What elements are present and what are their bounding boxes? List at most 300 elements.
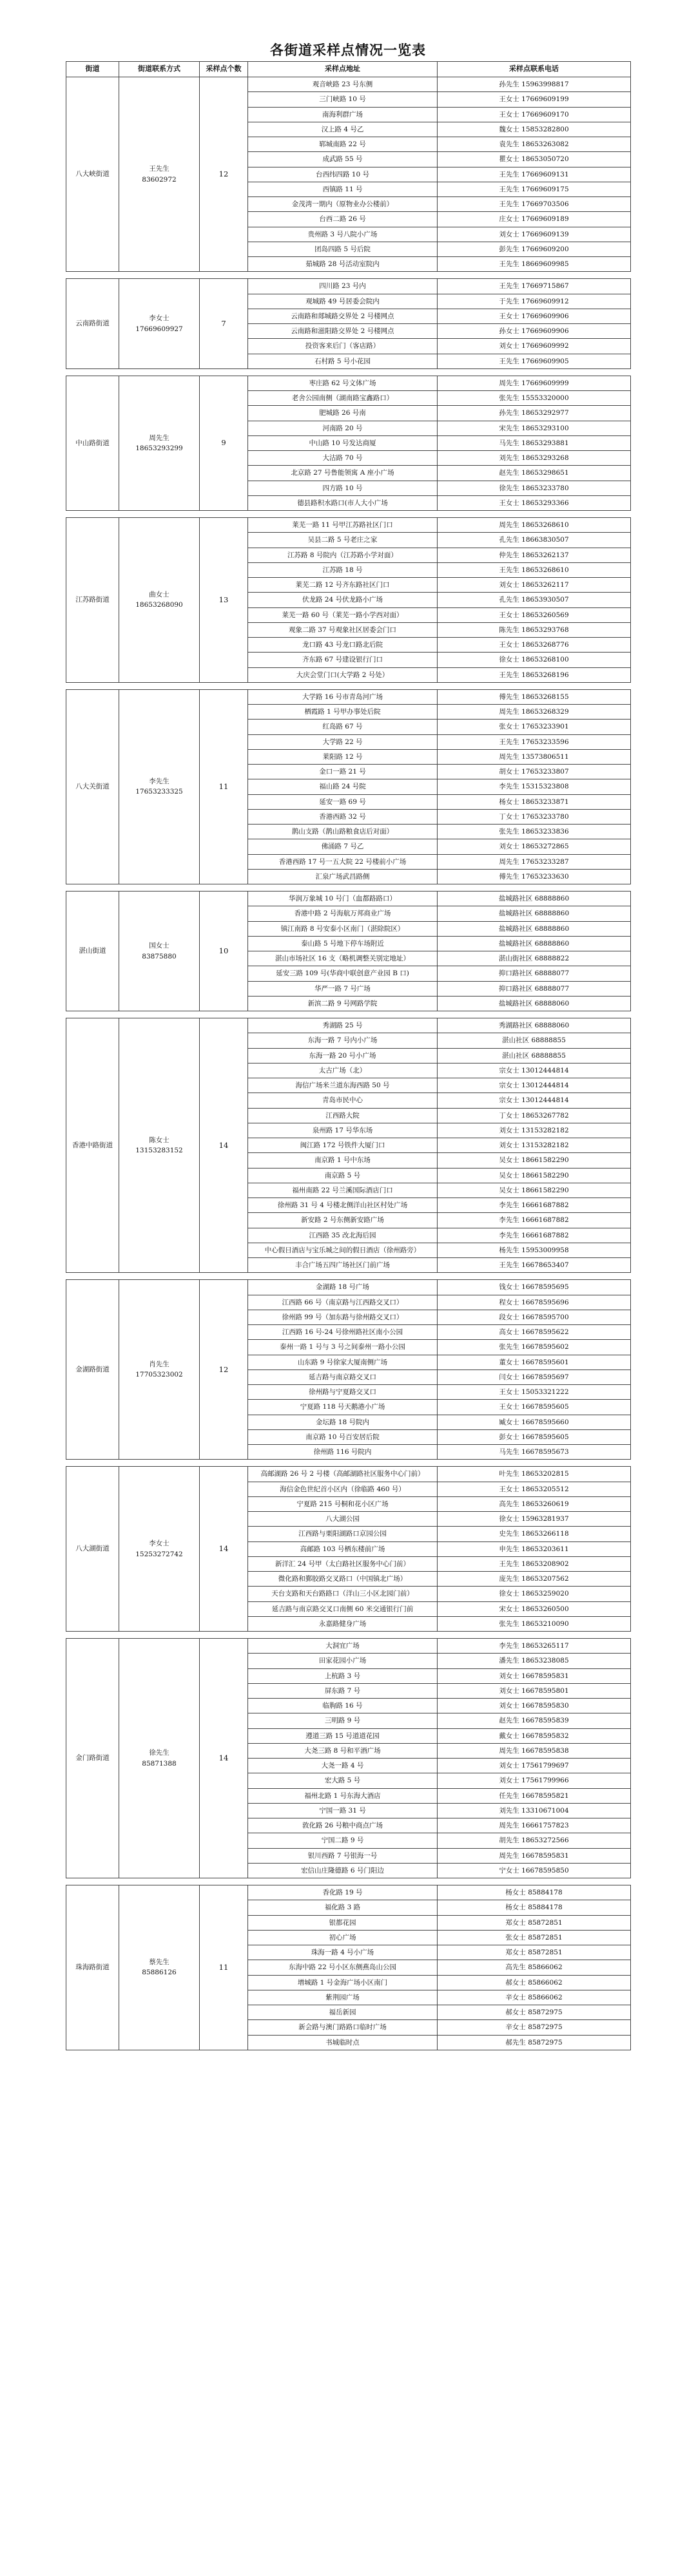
site-phone: 刘女士 17669609139 [438, 227, 631, 242]
site-phone: 李先生 15315323808 [438, 779, 631, 794]
site-address: 莱芜一路 11 号甲江苏路社区门口 [248, 518, 438, 533]
street-name: 八大湖街道 [66, 1467, 119, 1632]
street-name: 珠海路街道 [66, 1885, 119, 2050]
site-address: 敦化路 26 号粮中商点广场 [248, 1818, 438, 1833]
site-address: 香港中路 2 号海航万邦商业广场 [248, 906, 438, 921]
site-phone: 徐女士 18653268100 [438, 653, 631, 667]
site-phone: 王先生 18653208902 [438, 1556, 631, 1571]
contact-phone: 18653268090 [135, 601, 183, 609]
site-phone: 王女士 18653205512 [438, 1482, 631, 1496]
site-phone: 徐女士 18653259020 [438, 1587, 631, 1601]
site-address: 台西二路 26 号 [248, 212, 438, 227]
contact-name: 王先生 [149, 165, 169, 173]
site-phone: 瞿女士 18653050720 [438, 152, 631, 167]
site-phone: 刘先生 13310671004 [438, 1803, 631, 1818]
site-phone: 刘女士 16678595830 [438, 1699, 631, 1713]
site-phone: 刘女士 16678595831 [438, 1668, 631, 1683]
site-phone: 王女士 18653293366 [438, 495, 631, 510]
street-contact [119, 1280, 200, 1460]
site-count: 11 [200, 1885, 248, 2050]
site-phone: 周先生 17669609999 [438, 376, 631, 390]
header-address: 采样点地址 [248, 62, 438, 77]
site-phone: 马先生 16678595673 [438, 1445, 631, 1460]
group-separator [66, 272, 631, 279]
site-count: 9 [200, 376, 248, 510]
site-phone: 胡女士 17653233807 [438, 765, 631, 779]
site-address: 宁夏路 215 号桐和花小区广场 [248, 1496, 438, 1511]
contact-name: 徐先生 [149, 1749, 169, 1757]
contact-name: 蔡先生 [149, 1958, 169, 1967]
contact-name: 肖先生 [149, 1360, 169, 1368]
site-phone: 于先生 17669609912 [438, 294, 631, 309]
site-phone: 庄女士 17669609189 [438, 212, 631, 227]
street-name: 香港中路街道 [66, 1018, 119, 1273]
site-address: 观象二路 37 号观象社区居委会门口 [248, 622, 438, 637]
site-phone: 赵先生 16678595839 [438, 1713, 631, 1728]
site-phone: 彭女士 16678595605 [438, 1429, 631, 1444]
street-contact [119, 1018, 200, 1273]
site-address: 新安路 2 号东侧新安路广场 [248, 1213, 438, 1228]
site-phone: 高女士 16678595622 [438, 1325, 631, 1340]
site-address: 高邮湖路 26 号 2 号楼（高邮湖路社区服务中心门前） [248, 1467, 438, 1482]
table-row [66, 518, 631, 533]
street-name: 金湖路街道 [66, 1280, 119, 1460]
site-address: 天台支路和天台路路口（洋山三小区北园门前） [248, 1587, 438, 1601]
site-phone: 杨女士 85884178 [438, 1900, 631, 1915]
street-name: 中山路街道 [66, 376, 119, 510]
site-phone: 王先生 17669703506 [438, 197, 631, 212]
site-address: 湛山市场社区 16 支（略机调整关别定地址） [248, 951, 438, 966]
site-address: 团岛四路 5 号后院 [248, 242, 438, 256]
site-address: 老舍公园南侧（湖南路宝鑫路口） [248, 391, 438, 406]
site-address: 大学路 16 号市青岛河广场 [248, 689, 438, 704]
group-separator [66, 682, 631, 689]
street-contact [119, 518, 200, 683]
site-phone: 张先生 16678595602 [438, 1340, 631, 1355]
site-phone: 高先生 85866062 [438, 1960, 631, 1975]
site-address: 宏信山庄隆德路 6 号门阳边 [248, 1863, 438, 1878]
site-address: 徐州路 116 号院内 [248, 1445, 438, 1460]
site-address: 南海利群广场 [248, 107, 438, 122]
street-name: 湛山街道 [66, 892, 119, 1011]
site-address: 新会路与澳门路路口临时广场 [248, 2020, 438, 2035]
site-phone: 盐城路社区 68888860 [438, 921, 631, 936]
site-address: 徐州路与宁夏路交叉口 [248, 1385, 438, 1400]
site-phone: 刘女士 17561799697 [438, 1759, 631, 1773]
site-address: 香港西路 17 号一五大院 22 号楼前小广场 [248, 854, 438, 869]
site-phone: 胡先生 18653272566 [438, 1833, 631, 1848]
contact-phone: 85871388 [142, 1759, 177, 1768]
site-address: 金湖路 18 号广场 [248, 1280, 438, 1295]
sampling-sites-table [66, 61, 631, 2050]
site-address: 四川路 23 号内 [248, 279, 438, 294]
site-phone: 李先生 16661687882 [438, 1228, 631, 1243]
site-address: 泰山路 5 号地下停车场附近 [248, 936, 438, 951]
site-address: 大学路 22 号 [248, 734, 438, 749]
site-address: 伏龙路 24 号伏龙路小广场 [248, 593, 438, 607]
site-phone: 段女士 16678595700 [438, 1310, 631, 1324]
site-address: 成武路 55 号 [248, 152, 438, 167]
table-row [66, 1467, 631, 1482]
site-address: 香港西路 32 号 [248, 809, 438, 824]
page-title: 各街道采样点情况一览表 [270, 42, 426, 58]
site-address: 新洋汇 24 号甲（太白路社区服务中心门前） [248, 1556, 438, 1571]
site-phone: 袁先生 18653263082 [438, 137, 631, 152]
site-address: 青岛市民中心 [248, 1093, 438, 1108]
site-address: 书城临时点 [248, 2035, 438, 2050]
site-address: 莱阳路 12 号 [248, 749, 438, 764]
site-address: 金口一路 21 号 [248, 765, 438, 779]
site-address: 江苏路 8 号院内（江苏路小学对面） [248, 548, 438, 562]
site-phone: 张先生 15553320000 [438, 391, 631, 406]
contact-name: 李女士 [149, 314, 169, 323]
site-phone: 湛山社区 68888855 [438, 1048, 631, 1063]
site-phone: 彭先生 17669609200 [438, 242, 631, 256]
site-phone: 王先生 16678653407 [438, 1258, 631, 1273]
street-contact [119, 77, 200, 272]
site-phone: 程女士 16678595696 [438, 1295, 631, 1310]
site-phone: 周先生 16678595838 [438, 1743, 631, 1758]
site-phone: 王女士 18653260569 [438, 607, 631, 622]
site-address: 红岛路 67 号 [248, 720, 438, 734]
site-phone: 王先生 17669609131 [438, 167, 631, 182]
site-phone: 任先生 16678595821 [438, 1788, 631, 1803]
site-address: 秀湖路 25 号 [248, 1018, 438, 1033]
site-phone: 宗女士 13012444814 [438, 1063, 631, 1078]
site-address: 闽江路 172 号铁件大厦门口 [248, 1138, 438, 1153]
site-phone: 湛山社区 68888855 [438, 1033, 631, 1048]
site-address: 三明路 9 号 [248, 1713, 438, 1728]
site-phone: 董女士 16678595601 [438, 1355, 631, 1369]
site-phone: 郝女士 85872975 [438, 2005, 631, 2020]
site-address: 大尧一路 4 号 [248, 1759, 438, 1773]
site-address: 江西路大院 [248, 1108, 438, 1123]
site-phone: 闫女士 16678595697 [438, 1369, 631, 1384]
table-row [66, 892, 631, 906]
site-phone: 周先生 16678595831 [438, 1848, 631, 1863]
site-count: 14 [200, 1018, 248, 1273]
contact-name: 李女士 [149, 1540, 169, 1548]
table-body [66, 77, 631, 2050]
contact-name: 李先生 [149, 778, 169, 786]
site-phone: 郝女士 85866062 [438, 1975, 631, 1990]
site-address: 台西纬四路 10 号 [248, 167, 438, 182]
site-phone: 盐城路社区 68888860 [438, 906, 631, 921]
site-address: 山东路 9 号徐家大厦南侧广场 [248, 1355, 438, 1369]
contact-phone: 83875880 [142, 952, 177, 960]
site-phone: 李先生 16661687882 [438, 1213, 631, 1228]
site-address: 中心假日酒店与宝乐城之间的假日酒店（徐州路旁） [248, 1243, 438, 1257]
contact-name: 周先生 [149, 434, 169, 442]
site-phone: 钱女士 16678595695 [438, 1280, 631, 1295]
site-phone: 徐女士 15963281937 [438, 1512, 631, 1527]
site-phone: 王女士 17669609906 [438, 309, 631, 323]
site-phone: 傅先生 18653268155 [438, 689, 631, 704]
site-phone: 王先生 17653233596 [438, 734, 631, 749]
site-phone: 周先生 18653268329 [438, 705, 631, 720]
site-phone: 孔先生 18653930507 [438, 593, 631, 607]
site-phone: 郝先生 85872975 [438, 2035, 631, 2050]
site-phone: 孙女士 17669609906 [438, 324, 631, 339]
site-address: 宁国一路 31 号 [248, 1803, 438, 1818]
site-address: 中山路 10 号发达商厦 [248, 435, 438, 450]
site-address: 栖霞路 1 号甲办事处后院 [248, 705, 438, 720]
site-phone: 王女士 17669609199 [438, 92, 631, 107]
site-address: 南京路 1 号中东场 [248, 1153, 438, 1168]
site-phone: 孙先生 15963998817 [438, 77, 631, 92]
site-phone: 抑口路社区 68888077 [438, 966, 631, 981]
street-name: 云南路街道 [66, 279, 119, 369]
site-phone: 马先生 18653293881 [438, 435, 631, 450]
contact-phone: 17705323002 [135, 1371, 183, 1379]
site-phone: 孙先生 18653292977 [438, 406, 631, 421]
contact-phone: 17653233325 [135, 788, 183, 796]
contact-phone: 85886126 [142, 1969, 177, 1977]
group-separator [66, 884, 631, 892]
site-address: 投资客来后门（客店路） [248, 339, 438, 354]
site-address: 莱芜二路 12 号齐东路社区门口 [248, 578, 438, 593]
site-count: 11 [200, 689, 248, 884]
table-row [66, 689, 631, 704]
table-row [66, 376, 631, 390]
contact-phone: 15253272742 [135, 1550, 183, 1558]
site-address: 宁国二路 9 号 [248, 1833, 438, 1848]
site-address: 德县路积水路口(市人大小广场 [248, 495, 438, 510]
site-phone: 周先生 13573806511 [438, 749, 631, 764]
site-phone: 魏女士 15853282800 [438, 122, 631, 137]
site-phone: 周先生 16661757823 [438, 1818, 631, 1833]
site-address: 观城路 49 号居委会院内 [248, 294, 438, 309]
site-phone: 叶先生 18653202815 [438, 1467, 631, 1482]
site-phone: 陈先生 18653293768 [438, 622, 631, 637]
site-phone: 周先生 18653268610 [438, 518, 631, 533]
header-phone: 采样点联系电话 [438, 62, 631, 77]
contact-phone: 13153283152 [135, 1147, 183, 1155]
site-address: 金茂湾一期内（原物业办公楼前） [248, 197, 438, 212]
site-address: 莱芜一路 60 号（莱芜一路小学西对面） [248, 607, 438, 622]
site-address: 福岳新园 [248, 2005, 438, 2020]
site-address: 银都花园 [248, 1915, 438, 1930]
site-phone: 郑女士 85872851 [438, 1945, 631, 1960]
site-count: 14 [200, 1639, 248, 1878]
site-phone: 仲先生 18653262137 [438, 548, 631, 562]
site-address: 延安一路 69 号 [248, 794, 438, 809]
site-address: 鹊山支路（鹊山路粮食店后对面） [248, 825, 438, 839]
site-address: 贵州路 3 号八院小广场 [248, 227, 438, 242]
site-address: 紫荆园广场 [248, 1990, 438, 2005]
table-row [66, 1639, 631, 1654]
street-contact [119, 892, 200, 1011]
site-phone: 史先生 18653266118 [438, 1527, 631, 1541]
site-address: 高邮路 103 号栖东楼前广场 [248, 1541, 438, 1556]
site-address: 屏东路 7 号 [248, 1683, 438, 1698]
site-address: 佛涌路 7 号乙 [248, 839, 438, 854]
site-address: 泉州路 17 号华东场 [248, 1123, 438, 1138]
site-phone: 赵先生 18653298651 [438, 466, 631, 481]
site-phone: 吴女士 18661582290 [438, 1183, 631, 1197]
site-phone: 郑女士 85872851 [438, 1915, 631, 1930]
site-phone: 王先生 17669609175 [438, 182, 631, 196]
site-address: 枣庄路 62 号文体广场 [248, 376, 438, 390]
site-address: 云南路和滋阳路交界处 2 号楼网点 [248, 324, 438, 339]
site-phone: 庞先生 18653207562 [438, 1572, 631, 1587]
site-address: 延吉路与南京路交叉口南侧 60 米交通银行门前 [248, 1601, 438, 1616]
site-address: 东海一路 7 号内小广场 [248, 1033, 438, 1048]
site-phone: 刘先生 18653293268 [438, 451, 631, 466]
site-count: 7 [200, 279, 248, 369]
site-phone: 张女士 17653233901 [438, 720, 631, 734]
site-count: 14 [200, 1467, 248, 1632]
site-phone: 王女士 15053321222 [438, 1385, 631, 1400]
site-address: 云南路和郯城路交界处 2 号楼网点 [248, 309, 438, 323]
site-address: 金坛路 18 号院内 [248, 1415, 438, 1429]
site-phone: 吴女士 18661582290 [438, 1153, 631, 1168]
street-contact [119, 376, 200, 510]
street-contact [119, 1885, 200, 2050]
header-contact: 街道联系方式 [119, 62, 200, 77]
site-phone: 抑口路社区 68888077 [438, 981, 631, 996]
site-phone: 张先生 18653210090 [438, 1616, 631, 1631]
site-address: 上杭路 3 号 [248, 1668, 438, 1683]
site-address: 肥城路 26 号南 [248, 406, 438, 421]
site-phone: 王先生 18653268610 [438, 562, 631, 577]
site-address: 丰合广场五四广场社区门前广场 [248, 1258, 438, 1273]
site-address: 延安三路 109 号(华商中联创意产业园 B 口) [248, 966, 438, 981]
site-address: 福山路 24 号院 [248, 779, 438, 794]
site-address: 太古广场（北） [248, 1063, 438, 1078]
site-address: 田家花园小广场 [248, 1654, 438, 1668]
site-count: 12 [200, 77, 248, 272]
site-phone: 杨女士 18653233871 [438, 794, 631, 809]
site-address: 大沽路 70 号 [248, 451, 438, 466]
site-address: 江西路与栗阳湖路口京园公园 [248, 1527, 438, 1541]
site-address: 大洞宜广场 [248, 1639, 438, 1654]
site-address: 大庆会堂门口(大学路 2 号处） [248, 667, 438, 682]
site-address: 石村路 5 号小花园 [248, 354, 438, 368]
group-separator [66, 1011, 631, 1018]
site-phone: 丁女士 18653267782 [438, 1108, 631, 1123]
site-address: 华润万象城 10 号门（血都路路口） [248, 892, 438, 906]
contact-name: 陈女士 [149, 1136, 169, 1144]
group-separator [66, 1460, 631, 1467]
site-address: 福州南路 22 号兰溪国际酒店门口 [248, 1183, 438, 1197]
street-name: 江苏路街道 [66, 518, 119, 683]
site-address: 南京路 10 号百安居后院 [248, 1429, 438, 1444]
site-address: 延吉路与南京路交叉口 [248, 1369, 438, 1384]
site-address: 郓城南路 22 号 [248, 137, 438, 152]
site-phone: 张女士 85872851 [438, 1930, 631, 1945]
site-address: 江苏路 18 号 [248, 562, 438, 577]
site-address: 河南路 20 号 [248, 421, 438, 435]
group-separator [66, 1273, 631, 1280]
site-address: 齐东路 67 号建设银行门口 [248, 653, 438, 667]
street-contact [119, 1467, 200, 1632]
site-address: 福化路 3 路 [248, 1900, 438, 1915]
site-phone: 刘女士 18653272865 [438, 839, 631, 854]
table-header-row [66, 62, 631, 77]
site-address: 龙口路 43 号龙口路北后院 [248, 638, 438, 653]
site-address: 微化路和鄞胶路交叉路口（中国镇北广场） [248, 1572, 438, 1587]
site-count: 13 [200, 518, 248, 683]
site-address: 东海中路 22 号小区东侧燕岛山公园 [248, 1960, 438, 1975]
site-address: 遵道三路 15 号道道花园 [248, 1728, 438, 1743]
header-street: 街道 [66, 62, 119, 77]
site-address: 茹城路 28 号活动室院内 [248, 257, 438, 272]
site-phone: 辛女士 85872975 [438, 2020, 631, 2035]
site-address: 福州北路 1 号东海大酒店 [248, 1788, 438, 1803]
site-address: 三门峡路 10 号 [248, 92, 438, 107]
table-row [66, 1018, 631, 1033]
site-phone: 盐城路社区 68888860 [438, 892, 631, 906]
site-address: 初心广场 [248, 1930, 438, 1945]
site-address: 大尧三路 8 号和平酒广场 [248, 1743, 438, 1758]
site-address: 汇泉广场武昌路侧 [248, 869, 438, 884]
site-address: 增城路 1 号金海广场小区南门 [248, 1975, 438, 1990]
site-phone: 宋先生 18653293100 [438, 421, 631, 435]
site-phone: 高先生 18653260619 [438, 1496, 631, 1511]
table-row [66, 1885, 631, 1900]
group-separator [66, 368, 631, 376]
site-address: 北京路 27 号鲁能领寓 A 座小广场 [248, 466, 438, 481]
group-separator [66, 1632, 631, 1639]
site-address: 江西路 35 改北海后园 [248, 1228, 438, 1243]
site-phone: 王女士 18653268776 [438, 638, 631, 653]
site-address: 镇江南路 8 号安泰小区南门（湛除院区） [248, 921, 438, 936]
site-address: 徐州路 31 号 4 号楼北侧洋山社区村处广场 [248, 1198, 438, 1213]
site-address: 香化路 19 号 [248, 1885, 438, 1900]
site-phone: 杨女士 85884178 [438, 1885, 631, 1900]
site-phone: 王先生 17669609905 [438, 354, 631, 368]
site-phone: 李先生 16661687882 [438, 1198, 631, 1213]
contact-phone: 17669609927 [135, 325, 183, 333]
site-phone: 申先生 18653203611 [438, 1541, 631, 1556]
site-address: 四方路 10 号 [248, 481, 438, 495]
site-phone: 王女士 17669609170 [438, 107, 631, 122]
site-address: 宏大路 5 号 [248, 1773, 438, 1788]
site-phone: 宗女士 13012444814 [438, 1078, 631, 1093]
site-phone: 刘女士 17561799966 [438, 1773, 631, 1788]
contact-phone: 18653293299 [135, 444, 183, 452]
site-address: 南京路 5 号 [248, 1168, 438, 1183]
street-contact [119, 689, 200, 884]
street-name: 八大峡街道 [66, 77, 119, 272]
street-contact [119, 279, 200, 369]
site-phone: 王女士 16678595605 [438, 1400, 631, 1415]
site-address: 西镇路 11 号 [248, 182, 438, 196]
site-phone: 辛女士 85866062 [438, 1990, 631, 2005]
site-address: 海信金色世纪首小区内（徐临路 460 号） [248, 1482, 438, 1496]
site-phone: 宁女士 16678595850 [438, 1863, 631, 1878]
site-phone: 刘女士 13153282182 [438, 1123, 631, 1138]
site-phone: 周先生 17653233287 [438, 854, 631, 869]
site-address: 宁夏路 118 号天鹅港小广场 [248, 1400, 438, 1415]
site-phone: 孔先生 18663830507 [438, 533, 631, 548]
site-phone: 宋女士 18653260500 [438, 1601, 631, 1616]
group-separator [66, 1878, 631, 1885]
site-address: 吴县二路 5 号老庄之家 [248, 533, 438, 548]
site-address: 八大湖公园 [248, 1512, 438, 1527]
site-address: 永嘉路健身广场 [248, 1616, 438, 1631]
site-address: 汉上路 4 号乙 [248, 122, 438, 137]
site-phone: 刘女士 16678595801 [438, 1683, 631, 1698]
site-phone: 王先生 17669715867 [438, 279, 631, 294]
site-phone: 丁女士 17653233780 [438, 809, 631, 824]
street-name: 八大关街道 [66, 689, 119, 884]
site-count: 10 [200, 892, 248, 1011]
site-phone: 张先生 18653233836 [438, 825, 631, 839]
group-separator [66, 511, 631, 518]
site-address: 江西路 66 号（南京路与江西路交叉口） [248, 1295, 438, 1310]
